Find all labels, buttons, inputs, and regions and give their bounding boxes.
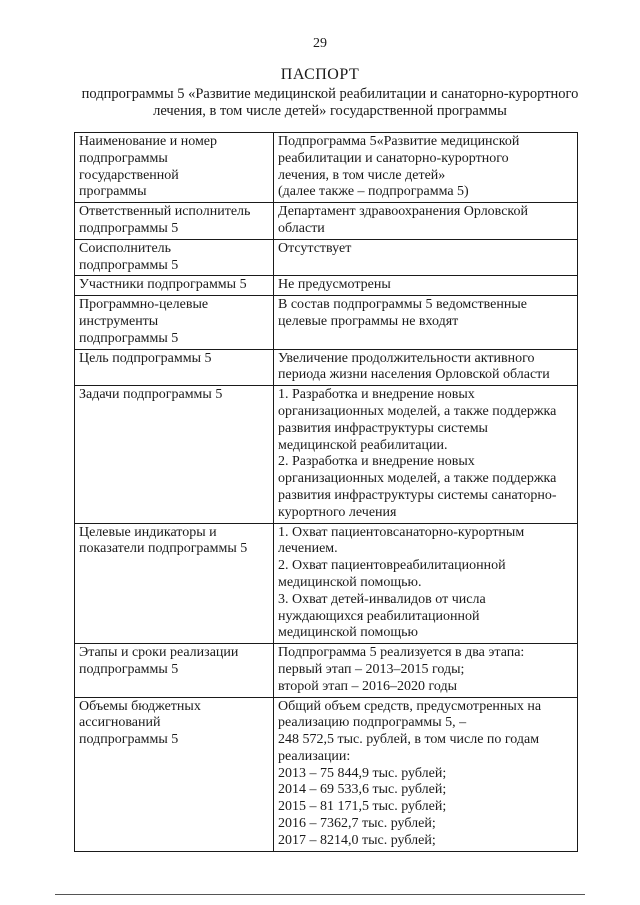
row-value-line: медицинской помощью — [278, 625, 418, 641]
row-value-cell — [274, 239, 578, 276]
row-label-cell — [75, 523, 274, 644]
row-label-line: инструменты — [79, 313, 159, 329]
passport-row — [75, 697, 578, 851]
row-label-cell — [75, 296, 274, 349]
row-label-line: подпрограммы — [79, 150, 168, 166]
row-value-line: 2016 – 7362,7 тыс. рублей; — [278, 816, 436, 832]
row-label-cell — [75, 697, 274, 851]
row-value-line: реабилитации и санаторно-курортного — [278, 150, 509, 166]
row-value-line: 2. Разработка и внедрение новых — [278, 454, 475, 470]
row-value-line: (далее также – подпрограмма 5) — [278, 184, 469, 200]
row-label-line: государственной — [79, 167, 179, 183]
row-value-line: реализацию подпрограммы 5, – — [278, 715, 467, 731]
row-label-line: Цель подпрограммы 5 — [79, 350, 212, 366]
row-value-line: медицинской помощью. — [278, 574, 422, 590]
row-value-line: лечением. — [278, 541, 338, 557]
row-label-line: Задачи подпрограммы 5 — [79, 387, 223, 403]
row-value-line: развития инфраструктуры системы санаторно- — [278, 487, 557, 503]
row-label-line: Участники подпрограммы 5 — [79, 277, 247, 293]
passport-table-body — [75, 133, 578, 852]
row-label-line: Наименование и номер — [79, 134, 218, 149]
row-value-line: курортного лечения — [278, 504, 397, 520]
row-value-line: области — [278, 220, 325, 236]
row-value-line: 1. Охват пациентовсанаторно-курортным — [278, 524, 525, 540]
row-value-line: 1. Разработка и внедрение новых — [278, 387, 475, 403]
row-value-line: первый этап – 2013–2015 годы; — [278, 661, 465, 677]
row-label-cell — [75, 386, 274, 523]
row-value-line: Департамент здравоохранения Орловской — [278, 204, 529, 220]
row-value-line: 2017 – 8214,0 тыс. рублей; — [278, 832, 436, 848]
row-value-line: Отсутствует — [278, 240, 352, 256]
passport-row — [75, 203, 578, 240]
row-value-cell — [274, 133, 578, 203]
subtitle-line: подпрограммы 5 «Развитие медицинской реабилитации и санаторно-курортного — [81, 86, 579, 102]
passport-table — [74, 132, 578, 852]
row-label-line: показатели подпрограммы 5 — [79, 541, 248, 557]
row-label-line: Программно-целевые — [79, 297, 209, 313]
row-value-line: Увеличение продолжительности активного — [278, 350, 535, 366]
row-label-line: Этапы и сроки реализации — [79, 645, 239, 661]
row-label-line: подпрограммы 5 — [79, 732, 179, 748]
subtitle-line: лечения, в том числе детей» государственной программы — [153, 103, 507, 119]
row-value-line: Не предусмотрены — [278, 277, 391, 293]
passport-row — [75, 644, 578, 697]
row-value-line: 2. Охват пациентовреабилитационной — [278, 558, 506, 574]
row-label-cell — [75, 276, 274, 296]
passport-row — [75, 296, 578, 349]
row-label-line: подпрограммы 5 — [79, 661, 179, 677]
passport-row — [75, 276, 578, 296]
row-label-cell — [75, 203, 274, 240]
row-label-line: подпрограммы 5 — [79, 257, 179, 273]
row-label-cell — [75, 133, 274, 203]
row-value-cell — [274, 203, 578, 240]
row-value-line: Общий объем средств, предусмотренных на — [278, 698, 542, 714]
row-value-line: целевые программы не входят — [278, 313, 459, 329]
row-value-line: 2015 – 81 171,5 тыс. рублей; — [278, 799, 447, 815]
row-value-cell — [274, 523, 578, 644]
row-value-line: 2014 – 69 533,6 тыс. рублей; — [278, 782, 447, 798]
row-label-line: Соисполнитель — [79, 240, 172, 256]
passport-row — [75, 239, 578, 276]
document-subtitle — [60, 86, 600, 120]
row-value-line: медицинской реабилитации. — [278, 437, 448, 453]
passport-row — [75, 349, 578, 386]
row-label-line: программы — [79, 184, 147, 200]
page-bottom-rule — [55, 894, 585, 895]
row-value-cell — [274, 349, 578, 386]
row-value-line: второй этап – 2016–2020 годы — [278, 678, 458, 694]
row-value-line: периода жизни населения Орловской области — [278, 367, 550, 383]
passport-row — [75, 523, 578, 644]
row-value-line: Подпрограмма 5 реализуется в два этапа: — [278, 645, 525, 661]
row-label-line: Объемы бюджетных — [79, 698, 201, 714]
row-value-line: В состав подпрограммы 5 ведомственные — [278, 297, 527, 313]
row-label-line: Ответственный исполнитель — [79, 204, 251, 220]
row-value-line: 2013 – 75 844,9 тыс. рублей; — [278, 765, 447, 781]
row-value-cell — [274, 276, 578, 296]
row-label-line: ассигнований — [79, 715, 161, 731]
passport-row — [75, 386, 578, 523]
row-label-cell — [75, 239, 274, 276]
row-label-line: Целевые индикаторы и — [79, 524, 217, 540]
row-value-line: развития инфраструктуры системы — [278, 420, 488, 436]
row-label-line: подпрограммы 5 — [79, 330, 179, 346]
row-value-line: реализации: — [278, 748, 351, 764]
row-value-cell — [274, 296, 578, 349]
row-value-line: Подпрограмма 5«Развитие медицинской — [278, 134, 520, 149]
row-value-line: 3. Охват детей-инвалидов от числа — [278, 591, 486, 607]
row-label-cell — [75, 349, 274, 386]
row-value-line: нуждающихся реабилитационной — [278, 608, 480, 624]
row-value-cell — [274, 386, 578, 523]
row-value-line: организационных моделей, а также поддержка — [278, 471, 557, 487]
row-value-line: организационных моделей, а также поддержка — [278, 403, 557, 419]
row-label-line: подпрограммы 5 — [79, 220, 179, 236]
row-value-line: 248 572,5 тыс. рублей, в том числе по годам — [278, 732, 540, 748]
row-value-cell — [274, 644, 578, 697]
row-value-cell — [274, 697, 578, 851]
passport-row — [75, 133, 578, 203]
row-value-line: лечения, в том числе детей» — [278, 167, 446, 183]
page-number: 29 — [313, 36, 327, 51]
row-label-cell — [75, 644, 274, 697]
document-title: ПАСПОРТ — [280, 66, 360, 83]
